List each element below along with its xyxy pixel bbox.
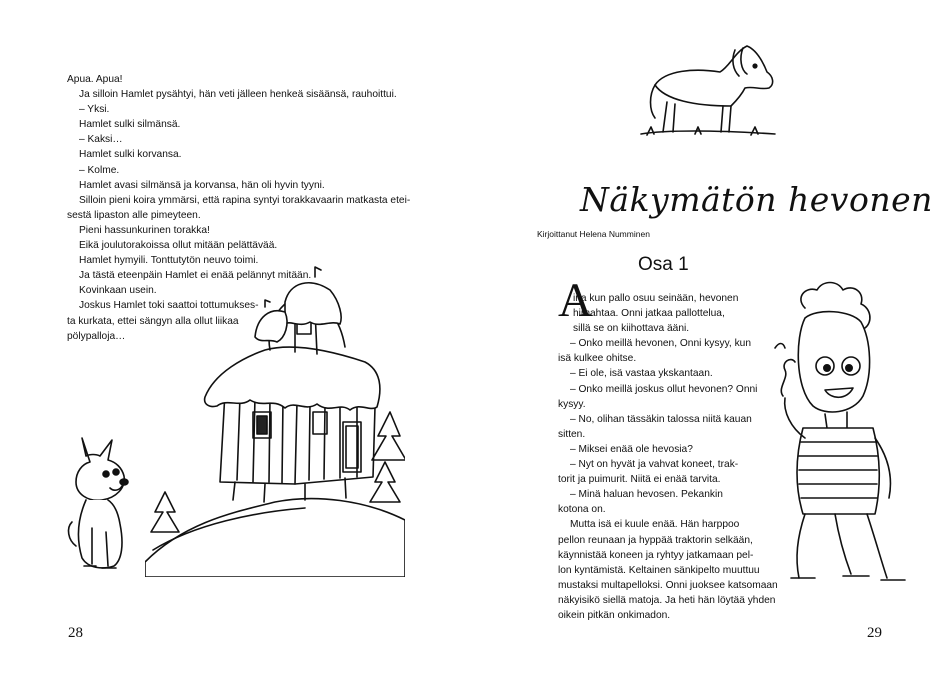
page-number-right: 29 (867, 625, 882, 641)
boy-with-worm-illustration (755, 278, 920, 596)
text-line: mustaksi multapelloksi. Onni juoksee katsomaan (558, 579, 778, 591)
snowy-house-illustration (145, 262, 405, 577)
text-line: Joskus Hamlet toki saattoi tottumukses- (79, 300, 259, 312)
text-line: sestä lipaston alle pimeyteen. (67, 209, 201, 221)
text-line: – Minä haluan hevosen. Pekankin (570, 489, 723, 501)
text-line: pölypalloja… (67, 330, 126, 342)
text-line: sitten. (558, 428, 586, 440)
text-line: pellon reunaan ja hyppää traktorin selkään, (558, 534, 753, 546)
text-line: Hamlet sulki korvansa. (79, 149, 182, 161)
text-line: Pieni hassunkurinen torakka! (79, 224, 210, 236)
text-line: – Miksei enää ole hevosia? (570, 443, 693, 455)
text-line: ta kurkata, ettei sängyn alla ollut liikaa (67, 315, 239, 327)
text-line: – Ei ole, isä vastaa ykskantaan. (570, 368, 713, 380)
text-line: näkyisikö siellä matoja. Ja heti hän löytää yhden (558, 594, 776, 606)
text-line: hirnahtaa. Onni jatkaa pallottelua, (573, 308, 725, 320)
text-line: – Onko meillä joskus ollut hevonen? Onni (570, 383, 758, 395)
text-line: kotona on. (558, 504, 606, 516)
story-title: Näkymätön hevonen (580, 180, 933, 219)
dog-illustration (62, 428, 152, 578)
text-line: Mutta isä ei kuule enää. Hän harppoo (570, 519, 740, 531)
text-line: lon kyntämistä. Keltainen sänkipelto muuttuu (558, 564, 760, 576)
chapter-heading: Osa 1 (638, 254, 689, 275)
text-line: Hamlet sulki silmänsä. (79, 119, 181, 131)
text-line: ina kun pallo osuu seinään, hevonen (573, 293, 739, 304)
text-line: Hamlet avasi silmänsä ja korvansa, hän oli hyvin tyyni. (79, 179, 325, 191)
horse-illustration (635, 40, 780, 140)
text-line: – Kaksi… (79, 134, 123, 146)
text-line: Eikä joulutorakoissa ollut mitään pelättävää. (79, 240, 278, 252)
text-line: – Onko meillä hevonen, Onni kysyy, kun (570, 338, 752, 350)
text-line: – No, olihan tässäkin talossa niitä kauan (570, 413, 752, 425)
text-line: – Nyt on hyvät ja vahvat koneet, trak- (570, 459, 739, 471)
text-line: – Yksi. (79, 104, 110, 116)
right-page (475, 0, 950, 679)
text-line: – Kolme. (79, 164, 120, 176)
text-line: Ja tästä eteenpäin Hamlet ei enää pelännyt mitään. (79, 270, 312, 282)
text-line: käynnistää koneen ja ryhtyy jatkamaan pel- (558, 549, 754, 561)
story-author: Kirjoittanut Helena Numminen (537, 229, 650, 239)
text-line: isä kulkee ohitse. (558, 353, 637, 365)
text-line: Kovinkaan usein. (79, 285, 157, 297)
page-number-left: 28 (68, 625, 83, 641)
text-line: Ja silloin Hamlet pysähtyi, hän veti jälleen henkeä sisäänsä, rauhoittui. (79, 89, 397, 101)
text-line: torit ja puimurit. Niitä ei enää tarvita. (558, 474, 721, 486)
text-line: kysyy. (558, 398, 586, 410)
text-line: Silloin pieni koira ymmärsi, että rapina syntyi torakkavaarin matkasta etei- (79, 194, 411, 206)
drop-cap: A (558, 274, 593, 327)
text-line: sillä se on kiihottava ääni. (573, 323, 690, 335)
text-line: oikein pitkän onkimadon. (558, 609, 671, 621)
text-line: Apua. Apua! (67, 74, 123, 85)
text-line: Hamlet hymyili. Tonttutytön neuvo toimi. (79, 255, 259, 267)
